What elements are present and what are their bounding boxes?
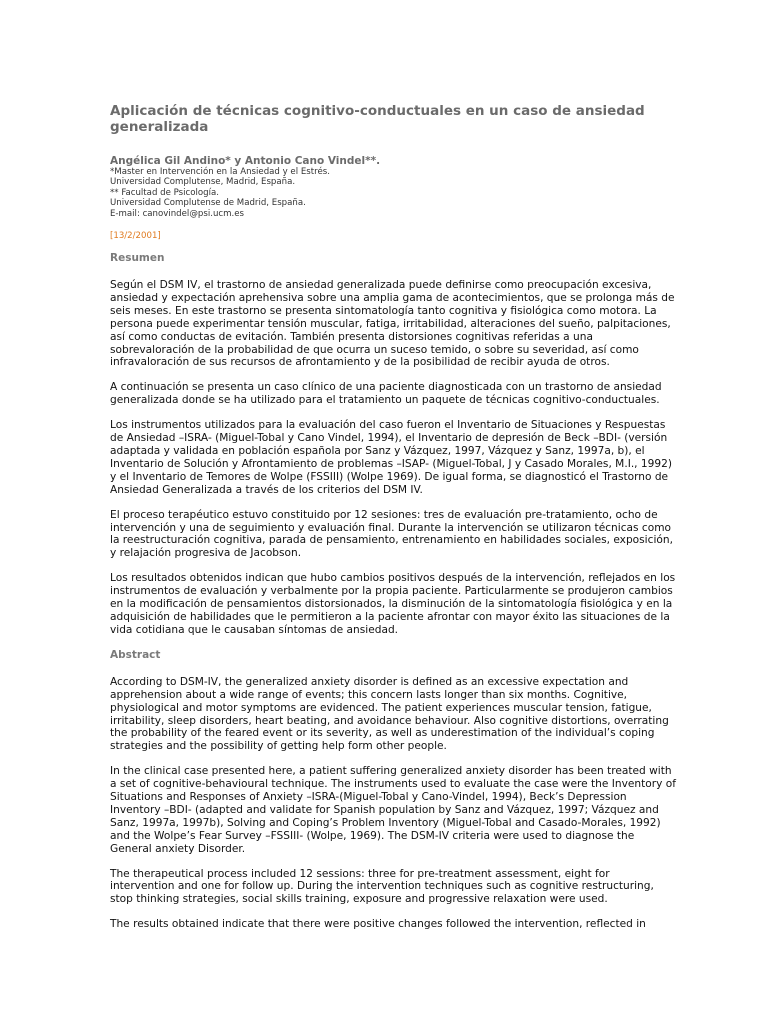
- article-page: [110, 103, 676, 943]
- abstract-paragraph: The results obtained indicate that there were positive changes followed the intervention, reflected in: [110, 918, 646, 931]
- abstract-paragraph: The therapeutical process included 12 sessions: three for pre-treatment assessment, eight for intervention and one for follow up. During the intervention techniques such as cognitive restructuring, stop thinking strategies, social skills training, exposure and progressive relaxation were used.: [110, 867, 654, 906]
- resumen-paragraph: Según el DSM IV, el trastorno de ansiedad generalizada puede definirse como preocupación excesiva, ansiedad y expectación aprehensiva sobre una amplia gama de acontecimientos, que se prolonga más de seis meses. En este trastorno se presenta sintomatología tanto cognitiva y fisiológica como motora. La persona puede experimentar tensión muscular, fatiga, irritabilidad, alteraciones del sueño, palpitaciones, así como conductas de evitación. También presenta distorsiones cognitivas referidas a una sobrevaloración de la probabilidad de que ocurra un suceso temido, o sobre su severidad, así como infravaloración de sus recursos de afrontamiento y de la posibilidad de recibir ayuda de otros.: [110, 279, 675, 369]
- author-affiliations: *Master en Intervención en la Ansiedad y el Estrés. Universidad Complutense, Madrid, España. ** Facultad de Psicología. Universidad Complutense de Madrid, España. E-mail: canovindel@psi.ucm.es: [110, 167, 330, 219]
- resumen-paragraph: Los instrumentos utilizados para la evaluación del caso fueron el Inventario de Situaciones y Respuestas de Ansiedad –ISRA- (Miguel-Tobal y Cano Vindel, 1994), el Inventario de depresión de Beck –BDI- (versión adaptada y validada en población española por Sanz y Vázquez, 1997, Vázquez y Sanz, 1997a, b), el Inventario de Solución y Afrontamiento de problemas –ISAP- (Miguel-Tobal, J y Casado Morales, M.I., 1992) y el Inventario de Temores de Wolpe (FSSIII) (Wolpe 1969). De igual forma, se diagnosticó el Trastorno de Ansiedad Generalizada a través de los criterios del DSM IV.: [110, 419, 673, 496]
- publication-date: [13/2/2001]: [110, 231, 161, 242]
- article-title: Aplicación de técnicas cognitivo-conductuales en un caso de ansiedad generalizada: [110, 103, 645, 135]
- abstract-paragraph: According to DSM-IV, the generalized anxiety disorder is defined as an excessive expectation and apprehension about a wide range of events; this concern lasts longer than six months. Cognitive, physiological and motor symptoms are evidenced. The patient experiences muscular tension, fatigue, irritability, sleep disorders, heart beating, and avoidance behaviour. Also cognitive distortions, overrating the probability of the feared event or its severity, as well as underestimation of the individual’s coping strategies and the possibility of getting help form other people.: [110, 675, 669, 753]
- resumen-paragraph: A continuación se presenta un caso clínico de una paciente diagnosticada con un trastorno de ansiedad generalizada donde se ha utilizado para el tratamiento un paquete de técnicas cognitivo-conductuales.: [110, 381, 662, 407]
- resumen-paragraph: Los resultados obtenidos indican que hubo cambios positivos después de la intervención, reflejados en los instrumentos de evaluación y verbalmente por la propia paciente. Particularmente se produjeron cambios en la modificación de pensamientos distorsionados, la disminución de la sintomatología fisiológica y en la adquisición de habilidades que le permitieron a la paciente afrontar con mayor éxito las situaciones de la vida cotidiana que le causaban síntomas de ansiedad.: [110, 572, 676, 636]
- article-authors: Angélica Gil Andino* y Antonio Cano Vindel**.: [110, 155, 381, 167]
- resumen-paragraph: El proceso terapéutico estuvo constituido por 12 sesiones: tres de evaluación pre-tratamiento, ocho de intervención y una de seguimiento y evaluación final. Durante la intervención se utilizaron técnicas como la reestructuración cognitiva, parada de pensamiento, entrenamiento en habilidades sociales, exposición, y relajación progresiva de Jacobson.: [110, 508, 673, 560]
- abstract-heading: Abstract: [110, 648, 161, 661]
- abstract-paragraph: In the clinical case presented here, a patient suffering generalized anxiety disorder has been treated with a set of cognitive-behavioural technique. The instruments used to evaluate the case were the Inventory of Situations and Responses of Anxiety –ISRA-(Miguel-Tobal y Cano-Vindel, 1994), Beck’s Depression Inventory –BDI- (adapted and validate for Spanish population by Sanz and Vázquez, 1997; Vázquez and Sanz, 1997a, 1997b), Solving and Coping’s Problem Inventory (Miguel-Tobal and Casado-Morales, 1992) and the Wolpe’s Fear Survey –FSSIII- (Wolpe, 1969). The DSM-IV criteria were used to diagnose the General anxiety Disorder.: [110, 765, 676, 855]
- resumen-heading: Resumen: [110, 252, 165, 265]
